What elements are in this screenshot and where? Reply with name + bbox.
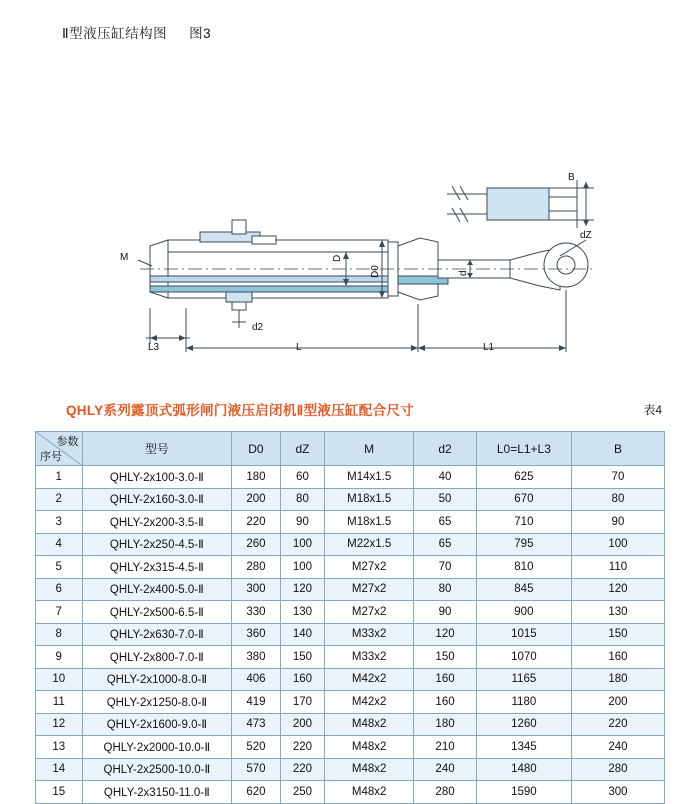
table-cell: 280 — [571, 758, 664, 781]
table-cell: 710 — [476, 511, 571, 534]
table-cell: M14x1.5 — [325, 466, 414, 489]
table-cell: 65 — [414, 533, 477, 556]
table-cell: 100 — [280, 533, 324, 556]
table-cell: 300 — [571, 781, 664, 804]
table-cell: 40 — [414, 466, 477, 489]
table-row — [36, 691, 665, 714]
table-cell: 380 — [232, 646, 281, 669]
dim-label-dZ: dZ — [580, 230, 592, 241]
table-cell: 473 — [232, 713, 281, 736]
table-body — [36, 466, 665, 804]
table-cell: M48x2 — [325, 736, 414, 759]
table-cell: 180 — [232, 466, 281, 489]
table-cell: 1070 — [476, 646, 571, 669]
table-corner-cell — [36, 432, 83, 466]
dim-label-D0: D0 — [370, 265, 381, 278]
table-row — [36, 511, 665, 534]
table-cell: 110 — [571, 556, 664, 579]
dim-label-L3: L3 — [148, 342, 160, 353]
figure-label: 图3 — [189, 26, 212, 41]
table-cell: M48x2 — [325, 758, 414, 781]
table-cell: 150 — [571, 623, 664, 646]
table-cell: 60 — [280, 466, 324, 489]
table-row — [36, 601, 665, 624]
table-heading-row — [0, 395, 700, 425]
table-number: 表4 — [643, 403, 662, 417]
table-cell: 14 — [36, 758, 83, 781]
table-cell: 80 — [571, 488, 664, 511]
table-cell: 70 — [414, 556, 477, 579]
table-cell: 150 — [414, 646, 477, 669]
table-cell: M42x2 — [325, 668, 414, 691]
table-cell: 5 — [36, 556, 83, 579]
column-header-model: 型号 — [82, 432, 232, 466]
table-row — [36, 578, 665, 601]
table-cell: M27x2 — [325, 578, 414, 601]
table-row — [36, 713, 665, 736]
table-cell: 300 — [232, 578, 281, 601]
table-cell: 2 — [36, 488, 83, 511]
spec-table-block — [0, 395, 700, 804]
table-cell: 330 — [232, 601, 281, 624]
table-row — [36, 488, 665, 511]
table-cell: QHLY-2x1600-9.0-Ⅱ — [82, 713, 232, 736]
corner-seq-label: 序号 — [40, 451, 62, 463]
table-row — [36, 646, 665, 669]
table-cell: 260 — [232, 533, 281, 556]
table-cell: QHLY-2x800-7.0-Ⅱ — [82, 646, 232, 669]
table-header — [36, 432, 665, 466]
table-cell: QHLY-2x2000-10.0-Ⅱ — [82, 736, 232, 759]
table-cell: 200 — [571, 691, 664, 714]
corner-param-label: 参数 — [56, 436, 79, 448]
table-cell: M48x2 — [325, 713, 414, 736]
table-row — [36, 758, 665, 781]
table-cell: 50 — [414, 488, 477, 511]
column-header-b: B — [571, 432, 664, 466]
table-cell: 360 — [232, 623, 281, 646]
cylinder-schematic-svg — [0, 60, 700, 390]
table-cell: 210 — [414, 736, 477, 759]
column-header-dz: dZ — [280, 432, 324, 466]
table-cell: QHLY-2x400-5.0-Ⅱ — [82, 578, 232, 601]
table-cell: 9 — [36, 646, 83, 669]
table-cell: 220 — [571, 713, 664, 736]
table-cell: 520 — [232, 736, 281, 759]
table-cell: 8 — [36, 623, 83, 646]
table-cell: 3 — [36, 511, 83, 534]
dim-label-D: D — [332, 254, 343, 262]
table-cell: 130 — [571, 601, 664, 624]
dim-label-L: L — [296, 342, 302, 353]
table-cell: M48x2 — [325, 781, 414, 804]
table-cell: 1015 — [476, 623, 571, 646]
table-cell: 13 — [36, 736, 83, 759]
table-title: QHLY系列露顶式弧形闸门液压启闭机Ⅱ型液压缸配合尺寸 — [66, 403, 415, 418]
page-title — [62, 22, 211, 42]
table-header-row — [36, 432, 665, 466]
table-cell: M22x1.5 — [325, 533, 414, 556]
table-cell: 70 — [571, 466, 664, 489]
table-cell: 240 — [414, 758, 477, 781]
table-cell: QHLY-2x2500-10.0-Ⅱ — [82, 758, 232, 781]
table-cell: QHLY-2x200-3.5-Ⅱ — [82, 511, 232, 534]
table-cell: 100 — [280, 556, 324, 579]
table-cell: 670 — [476, 488, 571, 511]
table-cell: 200 — [232, 488, 281, 511]
table-cell: 570 — [232, 758, 281, 781]
table-cell: 220 — [232, 511, 281, 534]
table-cell: 6 — [36, 578, 83, 601]
table-row — [36, 668, 665, 691]
table-cell: 100 — [571, 533, 664, 556]
table-cell: 160 — [571, 646, 664, 669]
table-row — [36, 736, 665, 759]
table-cell: 280 — [232, 556, 281, 579]
table-cell: 140 — [280, 623, 324, 646]
table-cell: 180 — [414, 713, 477, 736]
table-cell: 1345 — [476, 736, 571, 759]
table-cell: QHLY-2x630-7.0-Ⅱ — [82, 623, 232, 646]
table-row — [36, 533, 665, 556]
dim-label-d2: d2 — [252, 322, 264, 333]
table-cell: 240 — [571, 736, 664, 759]
table-cell: 15 — [36, 781, 83, 804]
table-cell: 845 — [476, 578, 571, 601]
cylinder-spec-table — [35, 431, 665, 804]
table-row — [36, 623, 665, 646]
column-header-d0: D0 — [232, 432, 281, 466]
hydraulic-cylinder-drawing — [0, 60, 700, 390]
table-cell: 130 — [280, 601, 324, 624]
table-row — [36, 466, 665, 489]
table-cell: 810 — [476, 556, 571, 579]
table-cell: 65 — [414, 511, 477, 534]
page-title-text: Ⅱ型液压缸结构图 — [62, 26, 168, 41]
table-cell: 1590 — [476, 781, 571, 804]
table-cell: QHLY-2x100-3.0-Ⅱ — [82, 466, 232, 489]
table-cell: QHLY-2x1250-8.0-Ⅱ — [82, 691, 232, 714]
table-cell: 120 — [414, 623, 477, 646]
column-header-m: M — [325, 432, 414, 466]
table-cell: 180 — [571, 668, 664, 691]
table-row — [36, 556, 665, 579]
table-cell: 80 — [280, 488, 324, 511]
dim-label-B: B — [568, 172, 575, 183]
table-cell: 1165 — [476, 668, 571, 691]
table-cell: M27x2 — [325, 601, 414, 624]
table-cell: 90 — [414, 601, 477, 624]
table-cell: M27x2 — [325, 556, 414, 579]
table-row — [36, 781, 665, 804]
table-cell: 625 — [476, 466, 571, 489]
table-cell: QHLY-2x250-4.5-Ⅱ — [82, 533, 232, 556]
table-cell: 120 — [280, 578, 324, 601]
table-cell: 12 — [36, 713, 83, 736]
table-cell: 170 — [280, 691, 324, 714]
dim-label-M: M — [120, 252, 129, 263]
table-cell: QHLY-2x1000-8.0-Ⅱ — [82, 668, 232, 691]
table-cell: 7 — [36, 601, 83, 624]
table-cell: M33x2 — [325, 623, 414, 646]
table-cell: 160 — [414, 668, 477, 691]
table-cell: M42x2 — [325, 691, 414, 714]
dim-label-L1: L1 — [483, 342, 495, 353]
table-cell: 150 — [280, 646, 324, 669]
table-cell: 900 — [476, 601, 571, 624]
table-cell: 4 — [36, 533, 83, 556]
table-cell: 90 — [280, 511, 324, 534]
table-cell: 11 — [36, 691, 83, 714]
table-cell: 419 — [232, 691, 281, 714]
table-cell: 200 — [280, 713, 324, 736]
table-cell: QHLY-2x315-4.5-Ⅱ — [82, 556, 232, 579]
table-cell: 160 — [414, 691, 477, 714]
table-cell: 795 — [476, 533, 571, 556]
table-cell: 280 — [414, 781, 477, 804]
table-cell: 1180 — [476, 691, 571, 714]
table-cell: M33x2 — [325, 646, 414, 669]
table-cell: 250 — [280, 781, 324, 804]
table-cell: 406 — [232, 668, 281, 691]
table-cell: 80 — [414, 578, 477, 601]
table-cell: QHLY-2x160-3.0-Ⅱ — [82, 488, 232, 511]
table-cell: 90 — [571, 511, 664, 534]
dim-label-d: d — [458, 270, 469, 276]
table-cell: QHLY-2x500-6.5-Ⅱ — [82, 601, 232, 624]
table-cell: 1260 — [476, 713, 571, 736]
column-header-l0: L0=L1+L3 — [476, 432, 571, 466]
table-cell: 120 — [571, 578, 664, 601]
table-cell: 1480 — [476, 758, 571, 781]
table-cell: 10 — [36, 668, 83, 691]
column-header-d2: d2 — [414, 432, 477, 466]
table-cell: QHLY-2x3150-11.0-Ⅱ — [82, 781, 232, 804]
table-cell: 1 — [36, 466, 83, 489]
table-cell: 220 — [280, 758, 324, 781]
table-cell: M18x1.5 — [325, 488, 414, 511]
table-cell: 160 — [280, 668, 324, 691]
table-cell: 220 — [280, 736, 324, 759]
table-cell: M18x1.5 — [325, 511, 414, 534]
table-cell: 620 — [232, 781, 281, 804]
